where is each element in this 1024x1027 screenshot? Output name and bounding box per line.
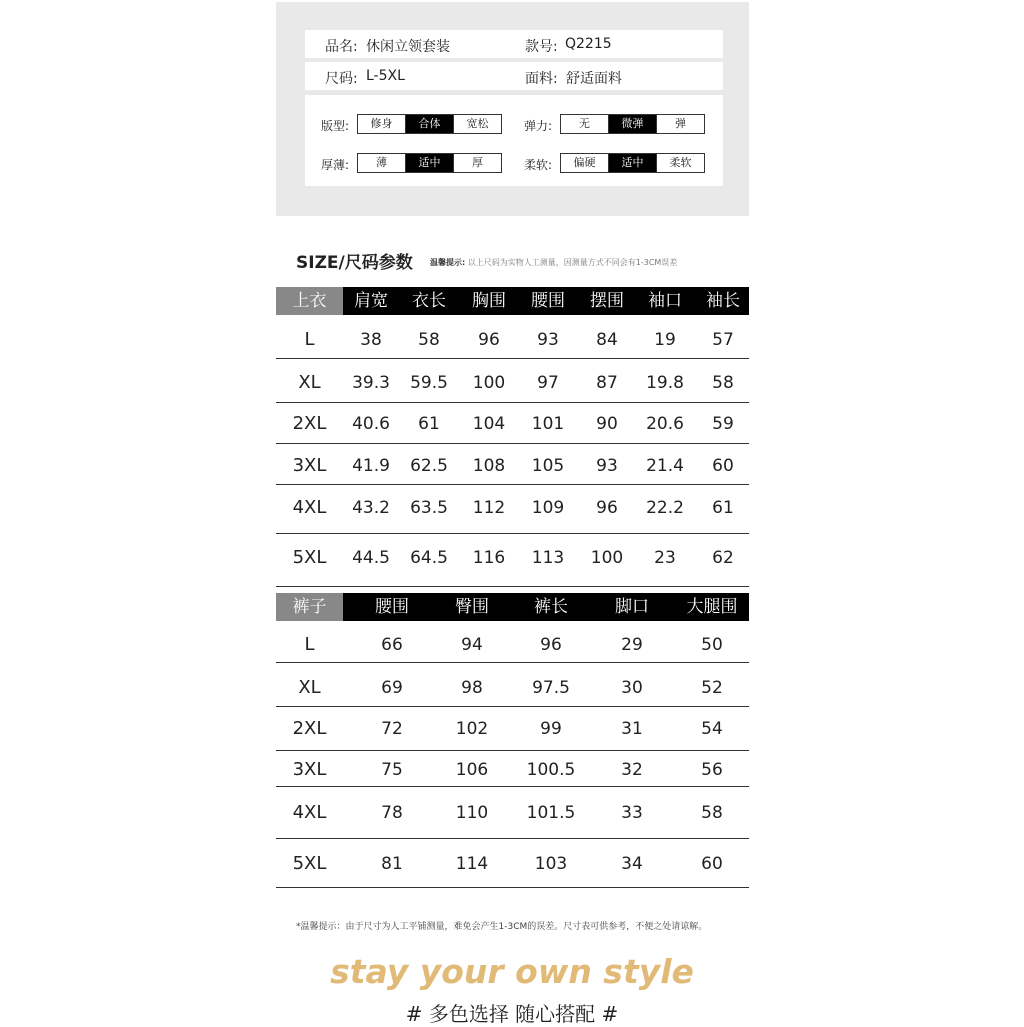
elasticity-option: 微弹 — [608, 115, 656, 133]
top-table-cell: 108 — [472, 456, 506, 476]
top-table-cell: 38 — [360, 330, 382, 350]
top-table-cell: 101 — [531, 414, 565, 434]
top-table-header-cell: 袖长 — [706, 291, 740, 311]
pants-table-cell: 60 — [701, 854, 723, 874]
top-table-row-divider — [276, 443, 749, 444]
style-value: Q2215 — [565, 36, 612, 52]
top-table-cell: 23 — [654, 548, 676, 568]
pants-table-size-label: 2XL — [292, 718, 327, 739]
pants-table-cell: 97.5 — [532, 678, 570, 698]
top-size-table — [276, 287, 749, 587]
top-table-size-label: 3XL — [292, 455, 327, 476]
pants-table-cell: 78 — [381, 803, 403, 823]
top-table-row-divider — [276, 358, 749, 359]
thickness-label: 厚薄: — [321, 158, 350, 172]
pants-table-cell: 56 — [701, 760, 723, 780]
top-table-cell: 57 — [712, 330, 734, 350]
pants-table-cell: 98 — [461, 678, 483, 698]
top-table-row-divider — [276, 533, 749, 534]
top-table-size-label: L — [304, 329, 315, 350]
pants-table-cell: 102 — [455, 719, 489, 739]
fit-label: 版型: — [321, 119, 350, 133]
fit-option: 宽松 — [453, 115, 501, 133]
thickness-selector — [357, 153, 502, 173]
thickness-option: 适中 — [405, 154, 453, 172]
top-table-cell: 44.5 — [352, 548, 390, 568]
top-table-cell: 21.4 — [646, 456, 684, 476]
top-table-cell: 112 — [472, 498, 506, 518]
top-table-cell: 104 — [472, 414, 506, 434]
pants-table-row-divider — [276, 786, 749, 787]
footnote: *温馨提示：由于尺寸为人工平铺测量，难免会产生1-3CM的误差。尺寸表可供参考，不便之处请谅解。 — [296, 922, 708, 932]
fit-selector — [357, 114, 502, 134]
top-table-cell: 22.2 — [646, 498, 684, 518]
softness-label: 柔软: — [524, 158, 553, 172]
top-table-cell: 19.8 — [646, 373, 684, 393]
pants-table-cell: 75 — [381, 760, 403, 780]
top-table-cell: 61 — [712, 498, 734, 518]
pants-table-cell: 101.5 — [526, 803, 576, 823]
slogan: stay your own style — [330, 952, 694, 991]
top-table-row-divider — [276, 402, 749, 403]
pants-size-table — [276, 593, 749, 893]
top-table-cell: 43.2 — [352, 498, 390, 518]
thickness-option: 厚 — [453, 154, 501, 172]
pants-table-size-label: 4XL — [292, 802, 327, 823]
pants-table-size-label: 3XL — [292, 759, 327, 780]
top-table-row-divider — [276, 484, 749, 485]
top-table-header-cell: 腰围 — [531, 291, 565, 311]
top-table-header-cell: 肩宽 — [354, 291, 388, 311]
pants-table-cell: 99 — [540, 719, 562, 739]
top-table-cell: 61 — [418, 414, 440, 434]
top-table-cell: 41.9 — [352, 456, 390, 476]
pants-table-cell: 100.5 — [526, 760, 576, 780]
top-table-cell: 96 — [596, 498, 618, 518]
top-table-cell: 58 — [712, 373, 734, 393]
thickness-option: 薄 — [376, 156, 387, 169]
pants-table-cell: 31 — [621, 719, 643, 739]
top-table-header-cell: 上衣 — [276, 287, 343, 315]
size-value: L-5XL — [366, 68, 405, 84]
top-table-header-cell: 衣长 — [412, 291, 446, 311]
top-table-header-cell: 胸围 — [472, 291, 506, 311]
top-table-header-row — [276, 287, 749, 315]
top-table-cell: 116 — [472, 548, 506, 568]
size-tip-text: 以上尺码为实物人工测量，因测量方式不同会有1-3CM误差 — [467, 258, 678, 267]
elasticity-option: 无 — [579, 117, 590, 130]
pants-table-header-cell: 臀围 — [455, 597, 489, 617]
top-table-cell: 62 — [712, 548, 734, 568]
info-row-2 — [305, 62, 723, 90]
pants-table-cell: 69 — [381, 678, 403, 698]
softness-selector — [560, 153, 705, 173]
pants-table-size-label: 5XL — [292, 853, 327, 874]
top-table-size-label: 2XL — [292, 413, 327, 434]
fit-option: 合体 — [405, 115, 453, 133]
pants-table-cell: 66 — [381, 635, 403, 655]
pants-table-header-cell: 腰围 — [375, 597, 409, 617]
pants-table-size-label: L — [304, 634, 315, 655]
pants-table-size-label: XL — [298, 677, 321, 698]
elasticity-selector — [560, 114, 705, 134]
pants-table-cell: 58 — [701, 803, 723, 823]
top-table-cell: 97 — [537, 373, 559, 393]
pants-table-header-row — [276, 593, 749, 621]
pants-table-cell: 96 — [540, 635, 562, 655]
top-table-header-cell: 摆围 — [590, 291, 624, 311]
fabric-value: 舒适面料 — [566, 71, 622, 87]
top-table-cell: 59.5 — [410, 373, 448, 393]
pants-table-row-divider — [276, 706, 749, 707]
pants-table-row-divider — [276, 887, 749, 888]
top-table-cell: 39.3 — [352, 373, 390, 393]
pants-table-row-divider — [276, 838, 749, 839]
pants-table-cell: 72 — [381, 719, 403, 739]
top-table-cell: 59 — [712, 414, 734, 434]
style-label: 款号: — [525, 39, 558, 55]
pants-table-cell: 54 — [701, 719, 723, 739]
elasticity-option: 弹 — [656, 115, 704, 133]
top-table-cell: 113 — [531, 548, 565, 568]
pants-table-header-cell: 裤长 — [534, 597, 568, 617]
pants-table-cell: 30 — [621, 678, 643, 698]
fit-option: 修身 — [370, 117, 393, 130]
top-table-cell: 63.5 — [410, 498, 448, 518]
pants-table-cell: 33 — [621, 803, 643, 823]
elasticity-label: 弹力: — [524, 119, 553, 133]
pants-table-cell: 103 — [534, 854, 568, 874]
size-title: SIZE/尺码参数 — [296, 253, 413, 273]
info-row-1 — [305, 30, 723, 58]
top-table-cell: 109 — [531, 498, 565, 518]
top-table-size-label: 5XL — [292, 547, 327, 568]
top-table-cell: 96 — [478, 330, 500, 350]
pants-table-header-cell: 大腿围 — [686, 597, 738, 617]
size-tip-label: 温馨提示: — [430, 258, 466, 267]
pants-table-cell: 52 — [701, 678, 723, 698]
fabric-label: 面料: — [525, 71, 558, 87]
top-table-row-divider — [276, 586, 749, 587]
top-table-cell: 93 — [596, 456, 618, 476]
top-table-cell: 58 — [418, 330, 440, 350]
top-table-cell: 87 — [596, 373, 618, 393]
top-table-cell: 93 — [537, 330, 559, 350]
top-table-cell: 40.6 — [352, 414, 390, 434]
top-table-cell: 90 — [596, 414, 618, 434]
pants-table-row-divider — [276, 662, 749, 663]
softness-option: 适中 — [608, 154, 656, 172]
size-tip — [430, 257, 677, 268]
top-table-cell: 19 — [654, 330, 676, 350]
tagline: # 多色选择 随心搭配 # — [405, 1002, 619, 1026]
top-table-cell: 60 — [712, 456, 734, 476]
top-table-cell: 62.5 — [410, 456, 448, 476]
pants-table-header-cell: 裤子 — [276, 593, 343, 621]
top-table-header-cell: 袖口 — [648, 291, 682, 311]
pants-table-cell: 81 — [381, 854, 403, 874]
pants-table-cell: 29 — [621, 635, 643, 655]
top-table-cell: 100 — [590, 548, 624, 568]
pants-table-cell: 106 — [455, 760, 489, 780]
pants-table-cell: 34 — [621, 854, 643, 874]
top-table-cell: 64.5 — [410, 548, 448, 568]
size-label: 尺码: — [325, 71, 358, 87]
attributes-box — [305, 95, 723, 186]
softness-option: 柔软 — [656, 154, 704, 172]
top-table-cell: 105 — [531, 456, 565, 476]
pants-table-cell: 94 — [461, 635, 483, 655]
top-table-size-label: XL — [298, 372, 321, 393]
pants-table-header-cell: 脚口 — [615, 597, 649, 617]
pants-table-row-divider — [276, 750, 749, 751]
softness-option: 偏硬 — [573, 156, 596, 169]
pants-table-cell: 110 — [455, 803, 489, 823]
pants-table-cell: 32 — [621, 760, 643, 780]
pants-table-cell: 50 — [701, 635, 723, 655]
top-table-cell: 100 — [472, 373, 506, 393]
name-label: 品名: — [325, 39, 358, 55]
top-table-size-label: 4XL — [292, 497, 327, 518]
pants-table-cell: 114 — [455, 854, 489, 874]
name-value: 休闲立领套装 — [366, 39, 450, 55]
top-table-cell: 20.6 — [646, 414, 684, 434]
top-table-cell: 84 — [596, 330, 618, 350]
